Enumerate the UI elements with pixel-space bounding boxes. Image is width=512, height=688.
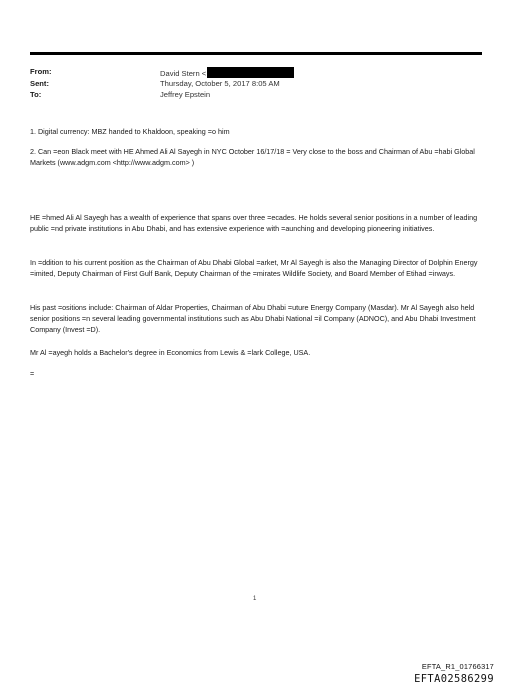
from-value [160,67,294,79]
body-paragraph-2: 2. Can =eon Black meet with HE Ahmed Ali Al Sayegh in NYC October 16/17/18 = Very close to the boss and Chairman of Abu =habi Global Markets (www.adgm.com <http://www.adgm.com> ) [30,147,475,167]
body-paragraph-5: His past =ositions include: Chairman of Aldar Properties, Chairman of Abu Dhabi =uture Energy Company (Masdar). Mr Al Sayegh also held senior positions =n several leading governmental institutions such as Abu Dhabi National =il Company (ADNOC), and Abu Dhabi Investment Company (Invest =D). [30,303,476,334]
from-name: David Stern < [160,69,207,78]
from-label: From: [30,67,52,76]
page-number: 1 [253,596,257,602]
to-label: To: [30,90,42,99]
redaction-box [207,67,294,78]
header-rule [30,52,482,55]
bates-number-2: EFTA02586299 [414,673,494,685]
body-paragraph-4: In =ddition to his current position as the Chairman of Abu Dhabi Global =arket, Mr Al Sayegh is also the Managing Director of Dolphin Energy =imited, Deputy Chairman of First Gulf Bank, Deputy Chairman of the =mirates Wildlife Society, and Board Member of Etihad =irways. [30,258,478,278]
to-value: Jeffrey Epstein [160,90,211,99]
sent-label: Sent: [30,79,49,88]
bates-number-1: EFTA_R1_01766317 [421,662,494,671]
sent-value: Thursday, October 5, 2017 8:05 AM [160,79,280,88]
body-paragraph-1: 1. Digital currency: MBZ handed to Khaldoon, speaking =o him [30,127,230,136]
body-paragraph-6: Mr Al =ayegh holds a Bachelor's degree in Economics from Lewis & =lark College, USA. [30,348,311,357]
body-paragraph-3: HE =hmed Ali Al Sayegh has a wealth of experience that spans over three =ecades. He holds several senior positions in a number of leading public =nd private institutions in Abu Dhabi, and has extensive experience with =aunching and developing pioneering initiatives. [30,213,478,233]
body-paragraph-7: = [30,369,35,378]
